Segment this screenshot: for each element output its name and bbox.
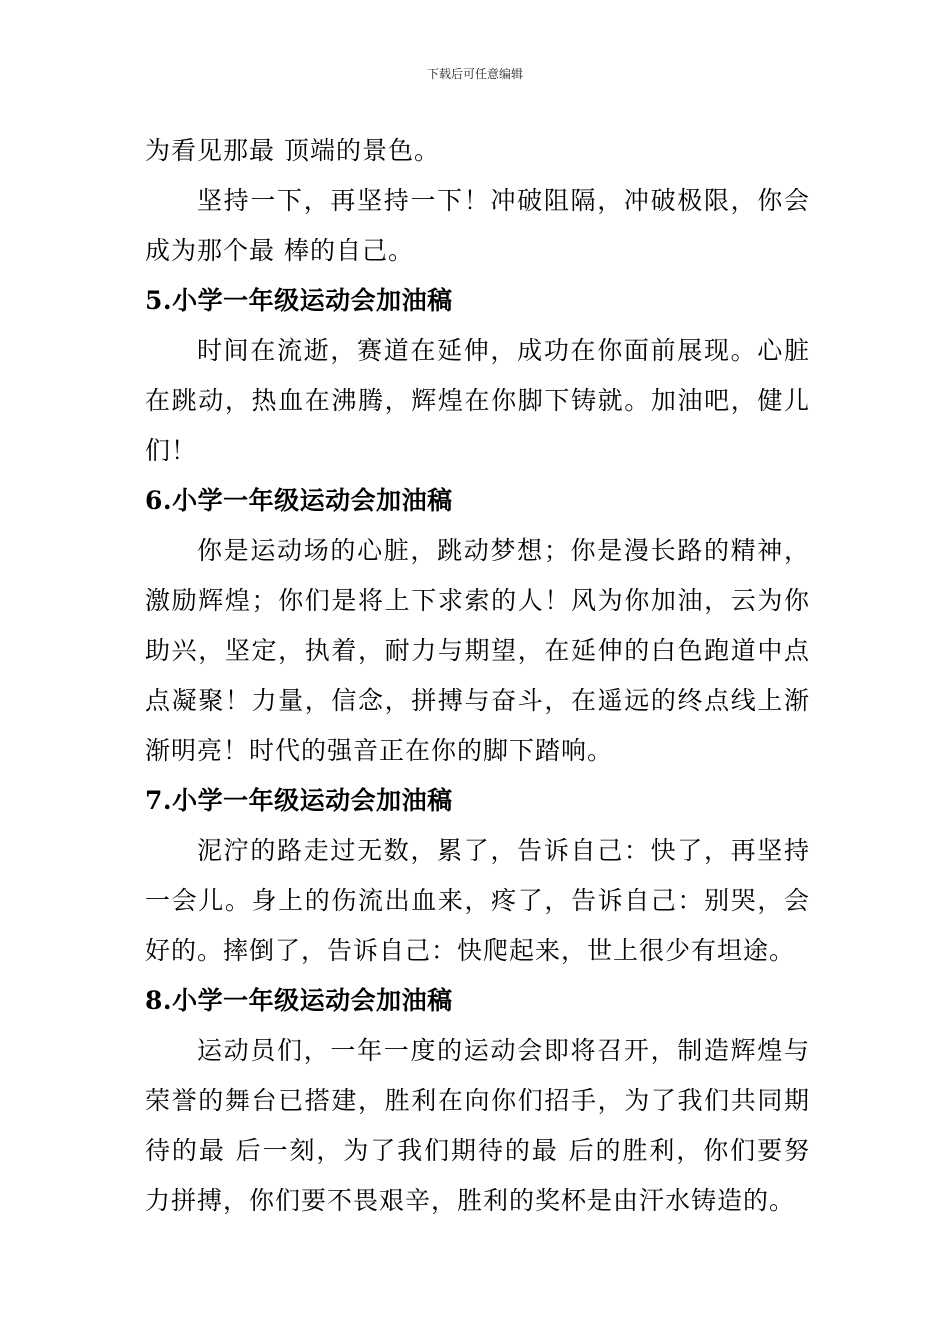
paragraph-continuation: 为看见那最 顶端的景色。: [145, 136, 440, 165]
paragraph-5: 时间在流逝，赛道在延伸，成功在你面前展现。心脏在跳动，热血在沸腾，辉煌在你脚下铸就。加油吧，健儿们！: [145, 336, 810, 465]
paragraph-8: 运动员们，一年一度的运动会即将召开，制造辉煌与荣誉的舞台已搭建，胜利在向你们招手，为了我们共同期待的最 后一刻，为了我们期待的最 后的胜利，你们要努力拼搏，你们要不畏艰辛，胜利的奖杯是由汗水铸造的。: [145, 1036, 810, 1215]
section-heading-8: 8.小学一年级运动会加油稿: [145, 986, 453, 1015]
page-header: 下载后可任意编辑: [426, 67, 523, 81]
paragraph-7: 泥泞的路走过无数，累了，告诉自己：快了，再坚持一会儿。身上的伤流出血来，疼了，告诉自己：别哭，会好的。摔倒了，告诉自己：快爬起来，世上很少有坦途。: [145, 836, 810, 965]
section-heading-6: 6.小学一年级运动会加油稿: [145, 486, 453, 515]
paragraph-4-end: 坚持一下，再坚持一下！冲破阻隔，冲破极限，你会成为那个最 棒的自己。: [145, 186, 810, 265]
document-body: [145, 126, 810, 1226]
section-heading-5: 5.小学一年级运动会加油稿: [145, 286, 453, 315]
section-heading-7: 7.小学一年级运动会加油稿: [145, 786, 453, 815]
paragraph-6: 你是运动场的心脏，跳动梦想；你是漫长路的精神，激励辉煌；你们是将上下求索的人！风为你加油，云为你助兴，坚定，执着，耐力与期望，在延伸的白色跑道中点点凝聚！力量，信念，拼搏与奋斗，在遥远的终点线上渐渐明亮！时代的强音正在你的脚下踏响。: [145, 536, 810, 765]
